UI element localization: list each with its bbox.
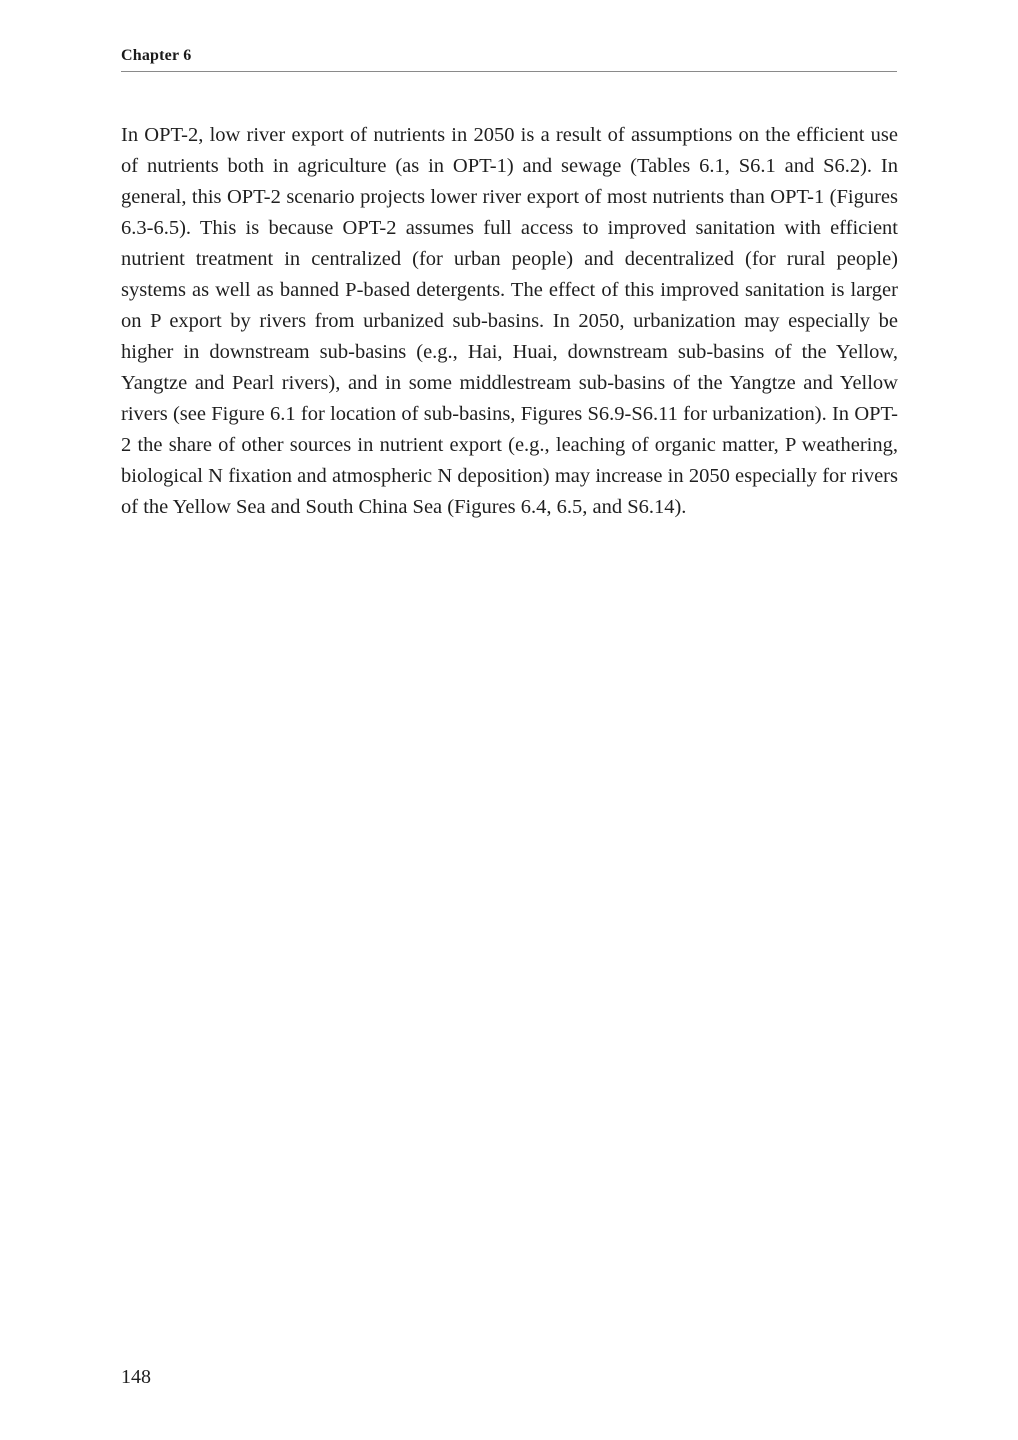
chapter-header-label: Chapter 6 [121,47,192,64]
body-paragraph: In OPT-2, low river export of nutrients in 2050 is a result of assumptions on the efficient use of nutrients both in agriculture (as in OPT-1) and sewage (Tables 6.1, S6.1 and S6.2). In general, this OPT-2 scenario projects lower river export of most nutrients than OPT-1 (Figures 6.3-6.5). This is because OPT-2 assumes full access to improved sanitation with efficient nutrient treatment in centralized (for urban people) and decentralized (for rural people) systems as well as banned P-based detergents. The effect of this improved sanitation is larger on P export by rivers from urbanized sub-basins. In 2050, urbanization may especially be higher in downstream sub-basins (e.g., Hai, Huai, downstream sub-basins of the Yellow, Yangtze and Pearl rivers), and in some middlestream sub-basins of the Yangtze and Yellow rivers (see Figure 6.1 for location of sub-basins, Figures S6.9-S6.11 for urbanization). In OPT-2 the share of other sources in nutrient export (e.g., leaching of organic matter, P weathering, biological N fixation and atmospheric N deposition) may increase in 2050 especially for rivers of the Yellow Sea and South China Sea (Figures 6.4, 6.5, and S6.14). [121,124,898,518]
page-number: 148 [121,1366,151,1388]
running-header [121,47,897,65]
header-rule [121,71,897,72]
